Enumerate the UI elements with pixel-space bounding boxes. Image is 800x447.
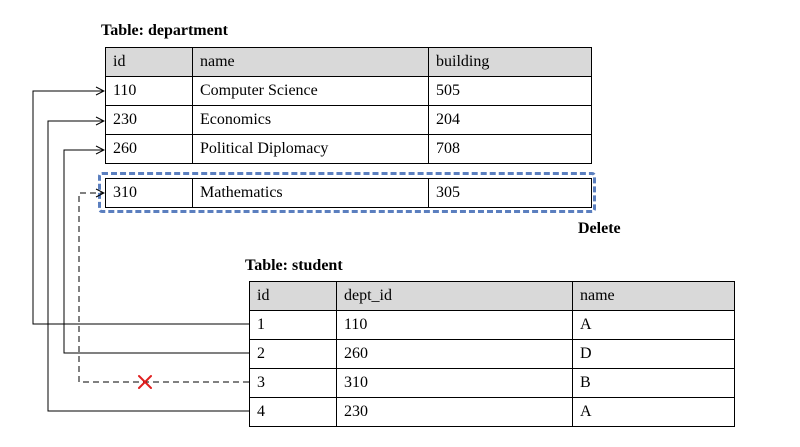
- column-header-dept-id: dept_id: [337, 282, 573, 311]
- cell-id: 2: [250, 340, 337, 369]
- department-table-title: Table: department: [101, 22, 228, 39]
- cell-name: Computer Science: [193, 77, 429, 106]
- cell-building: 505: [429, 77, 592, 106]
- cell-id: 4: [250, 398, 337, 427]
- cell-building: 204: [429, 106, 592, 135]
- link-student-4-to-dept-230: [48, 121, 249, 411]
- cell-dept-id: 260: [337, 340, 573, 369]
- cell-id: 230: [106, 106, 193, 135]
- cell-building: 305: [429, 179, 592, 208]
- cell-name: Political Diplomacy: [193, 135, 429, 164]
- cell-name: A: [573, 311, 735, 340]
- cell-name: B: [573, 369, 735, 398]
- column-header-id: id: [250, 282, 337, 311]
- cell-dept-id: 230: [337, 398, 573, 427]
- column-header-id: id: [106, 48, 193, 77]
- cell-name: Mathematics: [193, 179, 429, 208]
- cell-id: 110: [106, 77, 193, 106]
- cell-dept-id: 110: [337, 311, 573, 340]
- column-header-name: name: [573, 282, 735, 311]
- column-header-building: building: [429, 48, 592, 77]
- cell-id: 310: [106, 179, 193, 208]
- cell-id: 1: [250, 311, 337, 340]
- x-mark-icon: [139, 376, 151, 388]
- cell-name: A: [573, 398, 735, 427]
- cell-id: 3: [250, 369, 337, 398]
- column-header-name: name: [193, 48, 429, 77]
- broken-link-student-3-to-dept-310: [79, 193, 249, 382]
- cell-name: D: [573, 340, 735, 369]
- cell-name: Economics: [193, 106, 429, 135]
- student-table-title: Table: student: [245, 257, 343, 274]
- link-student-1-to-dept-110: [33, 91, 249, 324]
- delete-label: Delete: [578, 220, 621, 237]
- cell-building: 708: [429, 135, 592, 164]
- link-student-2-to-dept-260: [64, 150, 249, 353]
- cell-id: 260: [106, 135, 193, 164]
- cell-dept-id: 310: [337, 369, 573, 398]
